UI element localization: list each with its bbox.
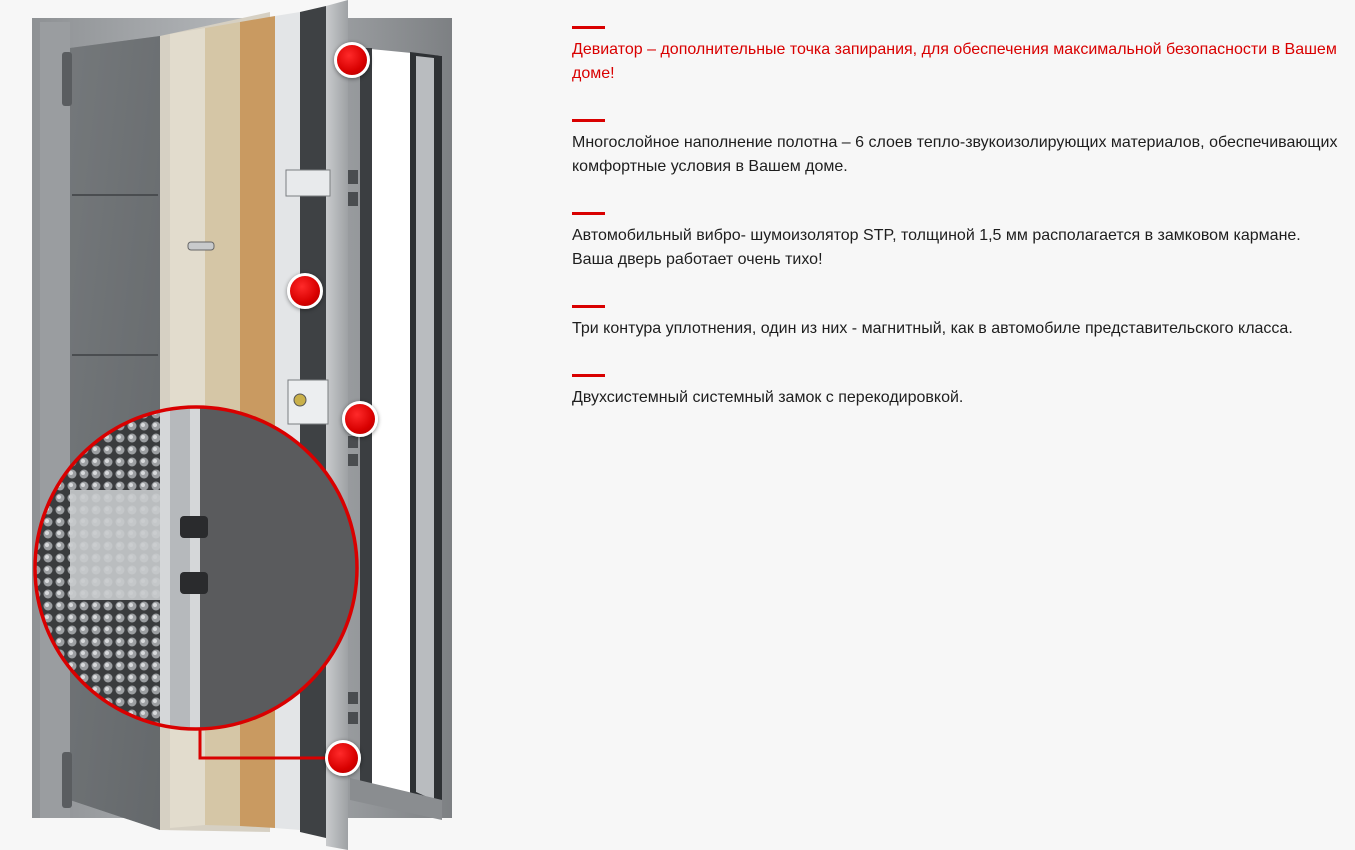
hotspot-deviator[interactable] — [334, 42, 370, 78]
door-illustration — [30, 0, 530, 850]
feature-stp-isolator[interactable] — [572, 212, 1342, 272]
accent-bar — [572, 119, 605, 122]
feature-multilayer-fill[interactable] — [572, 119, 1342, 179]
feature-seal-contours[interactable] — [572, 305, 1342, 341]
feature-lock[interactable] — [572, 374, 1342, 410]
hotspot-layers[interactable] — [287, 273, 323, 309]
accent-bar — [572, 374, 605, 377]
feature-text: Автомобильный вибро- шумоизолятор STP, толщиной 1,5 мм располагается в замковом кармане. Ваша дверь работает очень тихо! — [572, 227, 1301, 268]
accent-bar — [572, 212, 605, 215]
door-cutaway-image — [30, 0, 530, 850]
hotspot-stp-isolator[interactable] — [342, 401, 378, 437]
accent-bar — [572, 26, 605, 29]
features-list — [572, 26, 1342, 443]
feature-text: Многослойное наполнение полотна – 6 слоев тепло-звукоизолирующих материалов, обеспечивающих комфортные условия в Вашем доме. — [572, 134, 1338, 175]
feature-text: Три контура уплотнения, один из них - магнитный, как в автомобиле представительского класса. — [572, 320, 1293, 337]
hotspot-seal-contours[interactable] — [325, 740, 361, 776]
feature-deviator[interactable] — [572, 26, 1342, 86]
accent-bar — [572, 305, 605, 308]
feature-text: Двухсистемный системный замок с перекодировкой. — [572, 389, 964, 406]
feature-text: Девиатор – дополнительные точка запирания, для обеспечения максимальной безопасности в Вашем доме! — [572, 41, 1337, 82]
